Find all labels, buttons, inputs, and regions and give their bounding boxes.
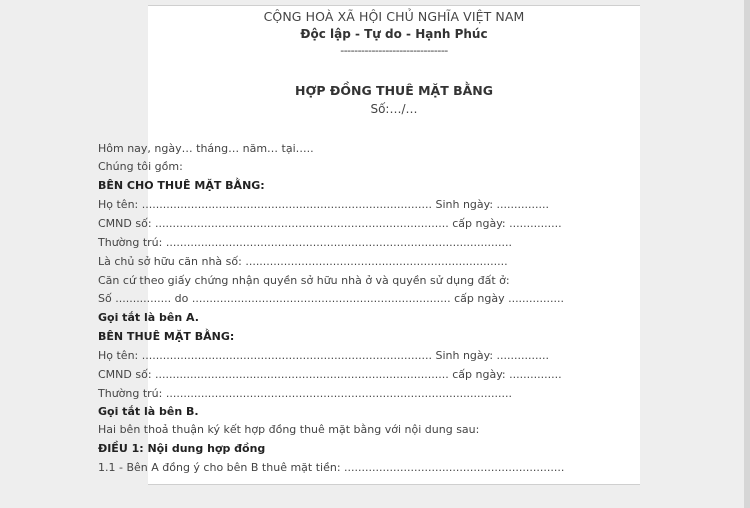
lessor-owner-field: Là chủ sở hữu căn nhà số: ........................................................................... [98,255,508,268]
national-motto: Độc lập - Tự do - Hạnh Phúc [300,27,488,41]
lessor-heading: BÊN CHO THUÊ MẶT BẰNG: [98,179,265,192]
lessor-id-field: CMND số: .................................................................................... cấp ngày: ............... [98,217,562,230]
contract-title: HỢP ĐỒNG THUÊ MẶT BẰNG [294,83,493,98]
lessee-id-field: CMND số: .................................................................................... cấp ngày: ............... [98,368,562,381]
contract-number: Số:…/… [370,102,418,116]
national-title: CỘNG HOÀ XÃ HỘI CHỦ NGHĨA VIỆT NAM [263,9,525,24]
lessor-basis-text: Căn cứ theo giấy chứng nhận quyền sở hữu nhà ở và quyền sử dụng đất ở: [98,274,510,287]
lessee-residence-field: Thường trú: ................................................................................................... [98,387,513,400]
intro-line: Hôm nay, ngày… tháng… năm… tại….. [98,142,314,155]
lessor-alias: Gọi tắt là bên A. [98,311,199,324]
lessee-heading: BÊN THUÊ MẶT BẰNG: [98,330,235,343]
document-page [98,5,640,485]
lessor-residence-field: Thường trú: ................................................................................................... [98,236,513,249]
agreement-text: Hai bên thoả thuận ký kết hợp đồng thuê mặt bằng với nội dung sau: [98,423,480,436]
lessor-name-field: Họ tên: ................................................................................... Sinh ngày: ............... [98,198,549,211]
clause-1-1: 1.1 - Bên A đồng ý cho bên B thuê mặt tiền: ............................................................... [98,461,565,474]
lessee-name-field: Họ tên: ................................................................................... Sinh ngày: ............... [98,349,549,362]
scrollbar-track[interactable] [744,0,750,508]
article-1-heading: ĐIỀU 1: Nội dung hợp đồng [98,442,266,455]
header-divider: ------------------------------- [340,44,448,57]
lessor-certificate-field: Số ................ do .......................................................................... cấp ngày ................ [98,292,565,305]
lessee-alias: Gọi tắt là bên B. [98,405,199,418]
parties-intro: Chúng tôi gồm: [98,160,183,173]
